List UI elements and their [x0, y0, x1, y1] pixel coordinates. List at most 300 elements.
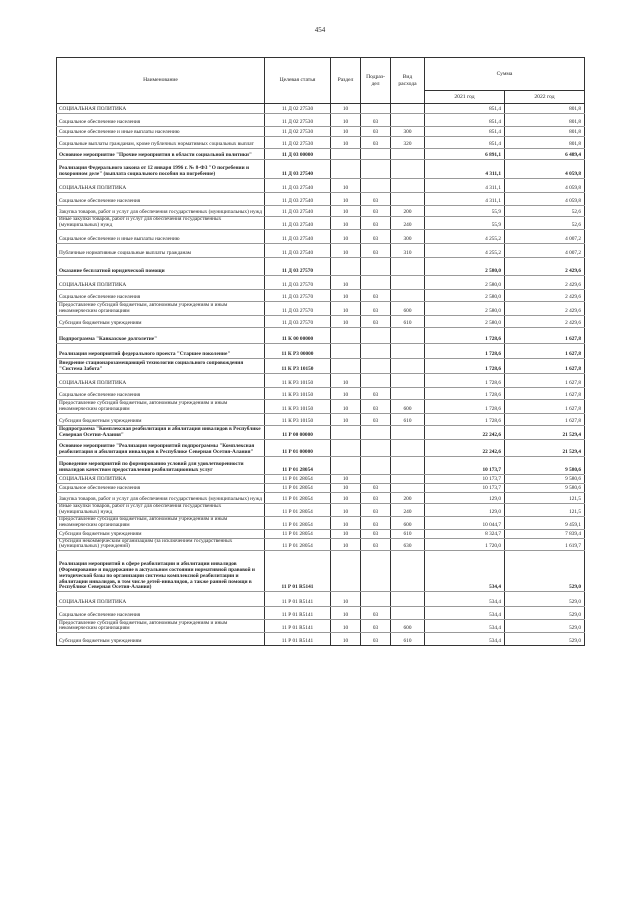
cell-name: Предоставление субсидий бюджетным, автономным учреждениям и иным некоммерческим организациям [57, 516, 265, 529]
cell-name: Подпрограмма "Комплексная реабилитация и абилитация инвалидов в Республике Северная Осетия-Алания" [57, 425, 265, 439]
cell-name: Реализация Федерального закона от 12 января 1996 г. № 8-ФЗ "О погребении и похоронном деле" (выплата социального пособия на погребение) [57, 160, 265, 179]
cell-target: 11 Р 01 28054 [265, 483, 331, 492]
table-row [57, 607, 585, 620]
cell-section: 10 [331, 206, 361, 217]
cell-amount-2022: 21 529,4 [505, 425, 585, 439]
cell-subsection: 03 [361, 503, 391, 516]
cell-section: 10 [331, 516, 361, 529]
cell-amount-2021: 851,4 [425, 137, 505, 149]
cell-subsection: 03 [361, 633, 391, 646]
cell-subsection: 03 [361, 289, 391, 301]
cell-name: Социальное обеспечение и иные выплаты населению [57, 127, 265, 137]
cell-amount-2021: 22 242,6 [425, 439, 505, 456]
cell-amount-2022: 4 059,8 [505, 179, 585, 193]
table-row [57, 149, 585, 160]
cell-type: 610 [391, 529, 425, 538]
table-row [57, 439, 585, 456]
cell-amount-2021: 1 728,6 [425, 327, 505, 343]
cell-amount-2021: 2 580,0 [425, 315, 505, 327]
cell-section: 10 [331, 127, 361, 137]
cell-section: 10 [331, 114, 361, 127]
cell-section: 10 [331, 413, 361, 425]
header-year-2021: 2021 год [425, 91, 505, 104]
cell-section: 10 [331, 474, 361, 483]
cell-name: Закупка товаров, работ и услуг для обеспечения государственных (муниципальных) нужд [57, 492, 265, 503]
cell-type [391, 456, 425, 474]
cell-target: 11 Р 01 R5141 [265, 607, 331, 620]
table-row [57, 425, 585, 439]
cell-name: Социальное обеспечение и иные выплаты населению [57, 229, 265, 243]
cell-type [391, 387, 425, 399]
cell-subsection [361, 179, 391, 193]
table-row [57, 315, 585, 327]
cell-amount-2021: 534,4 [425, 592, 505, 607]
cell-amount-2022: 2 429,6 [505, 289, 585, 301]
cell-amount-2022: 4 007,2 [505, 229, 585, 243]
cell-amount-2022: 2 429,6 [505, 257, 585, 275]
cell-subsection: 03 [361, 399, 391, 413]
table-row [57, 399, 585, 413]
cell-subsection: 03 [361, 193, 391, 206]
cell-target: 11 Д 03 27540 [265, 160, 331, 179]
cell-target: 11 Д 03 27570 [265, 315, 331, 327]
cell-subsection: 03 [361, 483, 391, 492]
cell-section: 10 [331, 301, 361, 315]
cell-target: 11 Д 03 27540 [265, 206, 331, 217]
cell-type: 310 [391, 243, 425, 257]
cell-subsection: 03 [361, 607, 391, 620]
cell-section: 10 [331, 229, 361, 243]
table-row [57, 193, 585, 206]
cell-section: 10 [331, 289, 361, 301]
cell-subsection: 03 [361, 529, 391, 538]
cell-amount-2021: 851,4 [425, 114, 505, 127]
cell-section: 10 [331, 179, 361, 193]
table-row [57, 387, 585, 399]
cell-target: 11 Д 02 27530 [265, 114, 331, 127]
cell-type [391, 257, 425, 275]
cell-section [331, 456, 361, 474]
cell-target: 11 Д 03 27570 [265, 289, 331, 301]
cell-amount-2021: 851,4 [425, 127, 505, 137]
cell-name: СОЦИАЛЬНАЯ ПОЛИТИКА [57, 373, 265, 387]
table-row [57, 217, 585, 230]
cell-subsection [361, 358, 391, 373]
cell-subsection [361, 592, 391, 607]
cell-name: Публичные нормативные социальные выплаты гражданам [57, 243, 265, 257]
cell-subsection: 03 [361, 229, 391, 243]
cell-target: 11 Р 01 R5141 [265, 551, 331, 592]
cell-amount-2021: 10 044,7 [425, 516, 505, 529]
cell-amount-2022: 7 839,4 [505, 529, 585, 538]
cell-section [331, 257, 361, 275]
cell-amount-2022: 1 627,8 [505, 327, 585, 343]
cell-section: 10 [331, 503, 361, 516]
cell-amount-2022: 4 059,8 [505, 193, 585, 206]
cell-amount-2022: 4 007,2 [505, 243, 585, 257]
cell-amount-2021: 1 728,6 [425, 387, 505, 399]
cell-amount-2021: 4 311,1 [425, 179, 505, 193]
cell-amount-2021: 1 728,6 [425, 399, 505, 413]
cell-name: Проведение мероприятий по формированию условий для удовлетворенности инвалидов качеством предоставления реабилитационных услуг [57, 456, 265, 474]
cell-section [331, 425, 361, 439]
cell-type [391, 160, 425, 179]
cell-name: Основное мероприятие "Реализация мероприятий подпрограммы "Комплексная реабилитация и абилитация инвалидов в Республике Северная Осетия-Алания" [57, 439, 265, 456]
cell-subsection: 03 [361, 315, 391, 327]
cell-target: 11 К P3 10150 [265, 399, 331, 413]
header-section: Раздел [331, 58, 361, 104]
header-type: Вид расхода [391, 58, 425, 104]
cell-subsection: 03 [361, 413, 391, 425]
cell-amount-2022: 2 429,6 [505, 275, 585, 289]
cell-amount-2022: 2 429,6 [505, 301, 585, 315]
cell-target: 11 К P3 10150 [265, 373, 331, 387]
cell-section [331, 327, 361, 343]
cell-amount-2022: 801,8 [505, 137, 585, 149]
cell-subsection [361, 373, 391, 387]
cell-amount-2021: 2 580,0 [425, 275, 505, 289]
cell-amount-2022: 9 580,6 [505, 474, 585, 483]
cell-subsection: 03 [361, 387, 391, 399]
cell-amount-2022: 1 627,8 [505, 343, 585, 358]
cell-name: Социальное обеспечение населения [57, 114, 265, 127]
cell-name: Социальное обеспечение населения [57, 387, 265, 399]
cell-section [331, 358, 361, 373]
cell-name: Субсидии некоммерческим организациям (за исключением государственных (муниципальных) учреждений) [57, 538, 265, 551]
table-row [57, 413, 585, 425]
cell-type: 240 [391, 217, 425, 230]
cell-name: Реализация мероприятий в сфере реабилитации и абилитации инвалидов (Формирование и поддержание в актуальном состоянии нормативной правовой и методической базы по организации системы комплексной реабилитации и абилитации инвалидов, в том числе детей-инвалидов, а также ранней помощи в Республике Северная Осетия-Алания) [57, 551, 265, 592]
table-row [57, 257, 585, 275]
cell-name: Подпрограмма "Кавказское долголетие" [57, 327, 265, 343]
table-row [57, 592, 585, 607]
cell-amount-2021: 534,4 [425, 607, 505, 620]
cell-type: 600 [391, 301, 425, 315]
cell-section: 10 [331, 399, 361, 413]
table-row [57, 243, 585, 257]
cell-type: 600 [391, 620, 425, 633]
cell-section: 10 [331, 104, 361, 114]
table-row [57, 456, 585, 474]
cell-target: 11 К P3 00000 [265, 343, 331, 358]
cell-section: 10 [331, 633, 361, 646]
cell-section [331, 160, 361, 179]
cell-section: 10 [331, 243, 361, 257]
cell-subsection: 03 [361, 137, 391, 149]
cell-section: 10 [331, 620, 361, 633]
cell-amount-2022: 1 627,8 [505, 387, 585, 399]
cell-amount-2021: 2 580,0 [425, 257, 505, 275]
cell-subsection [361, 439, 391, 456]
cell-amount-2022: 121,5 [505, 492, 585, 503]
cell-subsection: 03 [361, 538, 391, 551]
cell-amount-2022: 801,8 [505, 114, 585, 127]
table-row [57, 620, 585, 633]
cell-name: Оказание бесплатной юридической помощи [57, 257, 265, 275]
cell-amount-2021: 10 173,7 [425, 456, 505, 474]
cell-subsection [361, 149, 391, 160]
cell-type [391, 592, 425, 607]
cell-subsection [361, 160, 391, 179]
cell-target: 11 Д 03 27570 [265, 301, 331, 315]
cell-subsection [361, 425, 391, 439]
cell-target: 11 Д 03 27540 [265, 179, 331, 193]
cell-name: Предоставление субсидий бюджетным, автономным учреждениям и иным некоммерческим организациям [57, 399, 265, 413]
cell-name: Социальные выплаты гражданам, кроме публичных нормативных социальных выплат [57, 137, 265, 149]
cell-target: 11 Д 02 27530 [265, 137, 331, 149]
cell-subsection [361, 343, 391, 358]
cell-target: 11 К P3 10150 [265, 358, 331, 373]
cell-amount-2022: 529,0 [505, 592, 585, 607]
cell-amount-2021: 534,4 [425, 633, 505, 646]
cell-section [331, 149, 361, 160]
cell-section: 10 [331, 217, 361, 230]
cell-type [391, 551, 425, 592]
cell-name: Закупка товаров, работ и услуг для обеспечения государственных (муниципальных) нужд [57, 206, 265, 217]
table-row [57, 503, 585, 516]
cell-amount-2021: 1 720,0 [425, 538, 505, 551]
cell-amount-2021: 55,9 [425, 217, 505, 230]
table-row [57, 127, 585, 137]
cell-type [391, 327, 425, 343]
header-year-2022: 2022 год [505, 91, 585, 104]
cell-amount-2022: 4 059,8 [505, 160, 585, 179]
cell-name: Субсидии бюджетным учреждениям [57, 413, 265, 425]
cell-amount-2022: 1 627,8 [505, 358, 585, 373]
cell-type [391, 607, 425, 620]
cell-type: 600 [391, 399, 425, 413]
cell-target: 11 Р 01 28054 [265, 538, 331, 551]
table-row [57, 516, 585, 529]
table-body [57, 104, 585, 646]
cell-subsection [361, 275, 391, 289]
header-subsection: Подраз-дел [361, 58, 391, 104]
cell-subsection: 03 [361, 620, 391, 633]
cell-target: 11 Р 01 00000 [265, 439, 331, 456]
cell-amount-2022: 529,0 [505, 551, 585, 592]
cell-target: 11 Р 01 28054 [265, 456, 331, 474]
cell-amount-2022: 9 459,1 [505, 516, 585, 529]
header-target: Целевая статья [265, 58, 331, 104]
cell-target: 11 К 00 00000 [265, 327, 331, 343]
cell-type: 200 [391, 206, 425, 217]
cell-type: 610 [391, 413, 425, 425]
cell-amount-2021: 10 173,7 [425, 483, 505, 492]
cell-name: Социальное обеспечение населения [57, 483, 265, 492]
cell-target: 11 Р 00 00000 [265, 425, 331, 439]
cell-name: Предоставление субсидий бюджетным, автономным учреждениям и иным некоммерческим организациям [57, 301, 265, 315]
cell-amount-2021: 6 891,1 [425, 149, 505, 160]
cell-subsection: 03 [361, 127, 391, 137]
cell-type [391, 149, 425, 160]
cell-amount-2021: 8 324,7 [425, 529, 505, 538]
cell-name: Субсидии бюджетным учреждениям [57, 633, 265, 646]
cell-section: 10 [331, 275, 361, 289]
table-row [57, 137, 585, 149]
cell-target: 11 Д 03 27540 [265, 193, 331, 206]
table-row [57, 160, 585, 179]
cell-amount-2022: 529,0 [505, 620, 585, 633]
cell-target: 11 Д 03 00000 [265, 149, 331, 160]
cell-amount-2021: 4 311,1 [425, 193, 505, 206]
cell-target: 11 К P3 10150 [265, 413, 331, 425]
table-row [57, 529, 585, 538]
table-row [57, 206, 585, 217]
table-row [57, 373, 585, 387]
table-row [57, 633, 585, 646]
cell-amount-2021: 129,0 [425, 503, 505, 516]
cell-amount-2022: 529,0 [505, 633, 585, 646]
cell-name: СОЦИАЛЬНАЯ ПОЛИТИКА [57, 104, 265, 114]
cell-amount-2021: 22 242,6 [425, 425, 505, 439]
cell-name: Социальное обеспечение населения [57, 607, 265, 620]
cell-name: Основное мероприятие "Прочие мероприятия в области социальной политики" [57, 149, 265, 160]
cell-target: 11 Д 03 27540 [265, 243, 331, 257]
cell-amount-2022: 9 580,6 [505, 483, 585, 492]
cell-target: 11 Р 01 28054 [265, 474, 331, 483]
cell-name: Внедрение стационарозамещающей технологии социального сопровождения "Система Забота" [57, 358, 265, 373]
table-row [57, 492, 585, 503]
cell-type [391, 114, 425, 127]
cell-type: 300 [391, 127, 425, 137]
cell-section: 10 [331, 387, 361, 399]
cell-target: 11 Д 02 27530 [265, 127, 331, 137]
cell-subsection: 03 [361, 301, 391, 315]
cell-target: 11 Р 01 R5141 [265, 633, 331, 646]
cell-target: 11 Д 03 27570 [265, 257, 331, 275]
cell-subsection [361, 474, 391, 483]
cell-type [391, 483, 425, 492]
cell-amount-2022: 9 580,6 [505, 456, 585, 474]
cell-amount-2022: 52,6 [505, 217, 585, 230]
cell-amount-2021: 4 311,1 [425, 160, 505, 179]
cell-amount-2022: 801,8 [505, 104, 585, 114]
cell-subsection [361, 257, 391, 275]
cell-section: 10 [331, 373, 361, 387]
cell-section: 10 [331, 538, 361, 551]
cell-type [391, 425, 425, 439]
table-row [57, 114, 585, 127]
cell-name: Субсидии бюджетным учреждениям [57, 315, 265, 327]
cell-type [391, 474, 425, 483]
cell-target: 11 Р 01 R5141 [265, 592, 331, 607]
cell-amount-2022: 2 429,6 [505, 315, 585, 327]
cell-type [391, 358, 425, 373]
cell-name: Субсидии бюджетным учреждениям [57, 529, 265, 538]
cell-name: СОЦИАЛЬНАЯ ПОЛИТИКА [57, 275, 265, 289]
cell-amount-2022: 1 627,8 [505, 373, 585, 387]
cell-type: 610 [391, 315, 425, 327]
cell-target: 11 Д 03 27570 [265, 275, 331, 289]
cell-type: 600 [391, 516, 425, 529]
cell-section [331, 551, 361, 592]
cell-section: 10 [331, 193, 361, 206]
cell-amount-2021: 10 173,7 [425, 474, 505, 483]
cell-type [391, 343, 425, 358]
cell-amount-2022: 121,5 [505, 503, 585, 516]
cell-amount-2021: 1 728,6 [425, 358, 505, 373]
cell-amount-2022: 1 619,7 [505, 538, 585, 551]
cell-amount-2022: 1 627,8 [505, 399, 585, 413]
table-row [57, 275, 585, 289]
cell-amount-2021: 4 255,2 [425, 229, 505, 243]
cell-name: Иные закупки товаров, работ и услуг для обеспечения государственных (муниципальных) нужд [57, 503, 265, 516]
cell-name: СОЦИАЛЬНАЯ ПОЛИТИКА [57, 592, 265, 607]
cell-target: 11 Р 01 R5141 [265, 620, 331, 633]
table-row [57, 358, 585, 373]
table-row [57, 538, 585, 551]
cell-type: 630 [391, 538, 425, 551]
table-row [57, 551, 585, 592]
cell-amount-2021: 1 728,6 [425, 343, 505, 358]
cell-amount-2021: 2 580,0 [425, 301, 505, 315]
cell-subsection: 03 [361, 217, 391, 230]
cell-amount-2022: 1 627,8 [505, 413, 585, 425]
cell-target: 11 Р 01 28054 [265, 492, 331, 503]
cell-subsection: 03 [361, 516, 391, 529]
cell-subsection [361, 327, 391, 343]
cell-amount-2022: 6 489,4 [505, 149, 585, 160]
cell-type [391, 373, 425, 387]
cell-subsection: 03 [361, 206, 391, 217]
cell-amount-2021: 55,9 [425, 206, 505, 217]
cell-type [391, 179, 425, 193]
cell-section [331, 343, 361, 358]
cell-amount-2021: 1 728,6 [425, 413, 505, 425]
cell-target: 11 Д 02 27530 [265, 104, 331, 114]
cell-target: 11 Р 01 28054 [265, 503, 331, 516]
cell-subsection: 03 [361, 492, 391, 503]
cell-subsection [361, 104, 391, 114]
cell-section: 10 [331, 592, 361, 607]
cell-type [391, 104, 425, 114]
cell-name: Социальное обеспечение населения [57, 193, 265, 206]
cell-type: 320 [391, 137, 425, 149]
cell-subsection [361, 456, 391, 474]
table-row [57, 301, 585, 315]
table-row [57, 229, 585, 243]
cell-name: Социальное обеспечение населения [57, 289, 265, 301]
cell-amount-2022: 21 529,4 [505, 439, 585, 456]
cell-name: Иные закупки товаров, работ и услуг для обеспечения государственных (муниципальных) нужд [57, 217, 265, 230]
cell-target: 11 Р 01 28054 [265, 516, 331, 529]
table-row [57, 289, 585, 301]
table-row [57, 327, 585, 343]
cell-amount-2021: 534,4 [425, 620, 505, 633]
table-row [57, 104, 585, 114]
cell-section: 10 [331, 137, 361, 149]
cell-name: СОЦИАЛЬНАЯ ПОЛИТИКА [57, 179, 265, 193]
table-row [57, 483, 585, 492]
cell-amount-2022: 801,8 [505, 127, 585, 137]
cell-type: 300 [391, 229, 425, 243]
cell-name: Предоставление субсидий бюджетным, автономным учреждениям и иным некоммерческим организациям [57, 620, 265, 633]
table-header [57, 58, 585, 104]
budget-table [56, 57, 585, 646]
cell-target: 11 Р 01 28054 [265, 529, 331, 538]
cell-amount-2021: 851,4 [425, 104, 505, 114]
cell-amount-2021: 4 255,2 [425, 243, 505, 257]
cell-target: 11 Д 03 27540 [265, 217, 331, 230]
cell-section: 10 [331, 315, 361, 327]
cell-type: 200 [391, 492, 425, 503]
table-row [57, 179, 585, 193]
cell-type: 610 [391, 633, 425, 646]
cell-section: 10 [331, 607, 361, 620]
cell-subsection: 03 [361, 243, 391, 257]
cell-amount-2021: 534,4 [425, 551, 505, 592]
cell-amount-2022: 52,6 [505, 206, 585, 217]
